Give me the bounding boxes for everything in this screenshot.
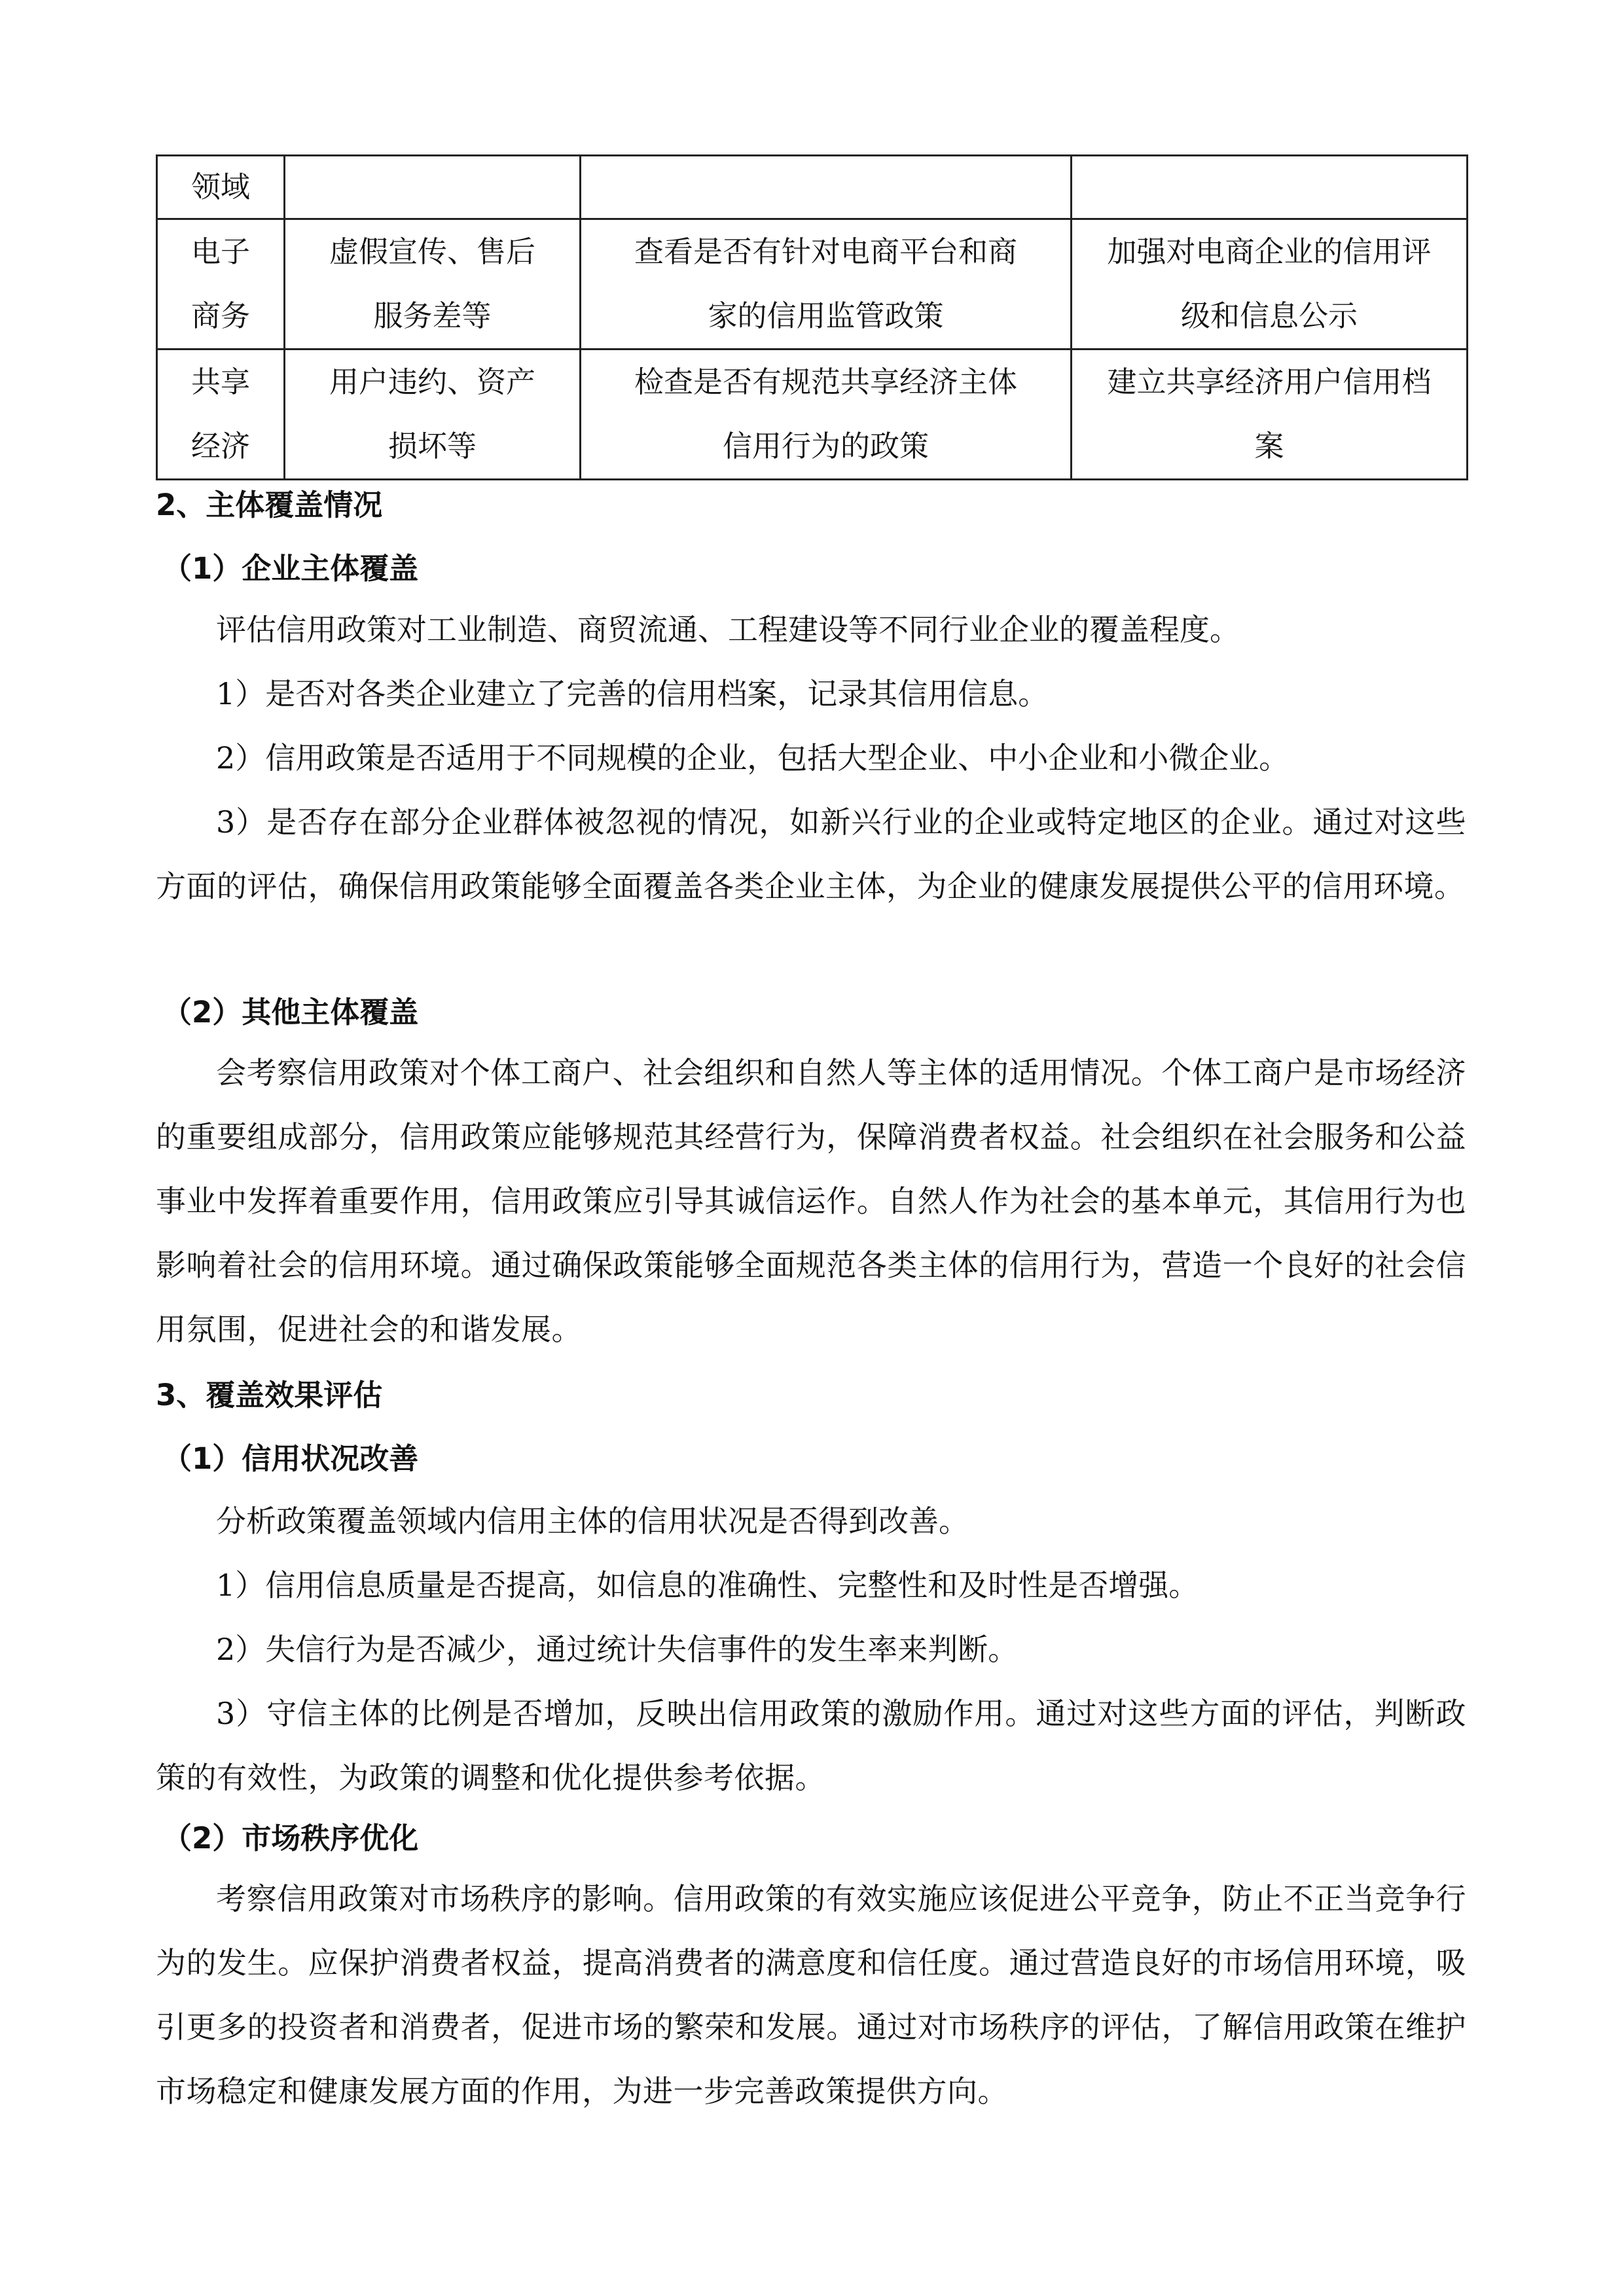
list-item: 1）是否对各类企业建立了完善的信用档案，记录其信用信息。 <box>216 676 1049 711</box>
list-item: 2）失信行为是否减少，通过统计失信事件的发生率来判断。 <box>216 1632 1019 1667</box>
table-cell <box>581 156 1072 219</box>
list-item: 3）是否存在部分企业群体被忽视的情况，如新兴行业的企业或特定地区的企业。通过对这些方面的评估，确保信用政策能够全面覆盖各类企业主体，为企业的健康发展提供公平的信用环境。 <box>156 804 1466 904</box>
table-cell: 领域 <box>157 156 285 219</box>
table-row <box>157 156 1468 219</box>
table-row <box>157 219 1468 350</box>
table-cell: 查看是否有针对电商平台和商 家的信用监管政策 <box>581 219 1072 350</box>
table-cell: 虚假宣传、售后 服务差等 <box>285 219 581 350</box>
paragraph: 会考察信用政策对个体工商户、社会组织和自然人等主体的适用情况。个体工商户是市场经济的重要组成部分，信用政策应能够规范其经营行为，保障消费者权益。社会组织在社会服务和公益事业中发挥着重要作用，信用政策应引导其诚信运作。自然人作为社会的基本单元，其信用行为也影响着社会的信用环境。通过确保政策能够全面规范各类主体的信用行为，营造一个良好的社会信用氛围，促进社会的和谐发展。 <box>156 1055 1466 1347</box>
table-cell: 电子 商务 <box>157 219 285 350</box>
subsection-heading: （1）信用状况改善 <box>162 1441 419 1476</box>
table-cell: 共享 经济 <box>157 350 285 480</box>
list-item: 1）信用信息质量是否提高，如信息的准确性、完整性和及时性是否增强。 <box>216 1568 1199 1603</box>
table-cell: 用户违约、资产 损坏等 <box>285 350 581 480</box>
subsection-heading: （2）其他主体覆盖 <box>162 995 419 1030</box>
section-heading: 2、主体覆盖情况 <box>156 488 383 522</box>
paragraph: 分析政策覆盖领域内信用主体的信用状况是否得到改善。 <box>216 1503 969 1539</box>
table-row <box>157 350 1468 480</box>
table-cell <box>285 156 581 219</box>
table-cell <box>1072 156 1468 219</box>
list-item: 2）信用政策是否适用于不同规模的企业，包括大型企业、中小企业和小微企业。 <box>216 740 1290 776</box>
table-cell: 加强对电商企业的信用评 级和信息公示 <box>1072 219 1468 350</box>
policy-coverage-table <box>156 154 1468 480</box>
paragraph: 考察信用政策对市场秩序的影响。信用政策的有效实施应该促进公平竞争，防止不正当竞争行为的发生。应保护消费者权益，提高消费者的满意度和信任度。通过营造良好的市场信用环境，吸引更多的投资者和消费者，促进市场的繁荣和发展。通过对市场秩序的评估，了解信用政策在维护市场稳定和健康发展方面的作用，为进一步完善政策提供方向。 <box>156 1881 1466 2109</box>
subsection-heading: （2）市场秩序优化 <box>162 1821 419 1856</box>
table-cell: 建立共享经济用户信用档 案 <box>1072 350 1468 480</box>
table-cell: 检查是否有规范共享经济主体 信用行为的政策 <box>581 350 1072 480</box>
section-heading: 3、覆盖效果评估 <box>156 1378 383 1412</box>
subsection-heading: （1）企业主体覆盖 <box>162 551 419 586</box>
paragraph: 评估信用政策对工业制造、商贸流通、工程建设等不同行业企业的覆盖程度。 <box>216 612 1240 647</box>
list-item: 3）守信主体的比例是否增加，反映出信用政策的激励作用。通过对这些方面的评估，判断政策的有效性，为政策的调整和优化提供参考依据。 <box>156 1696 1466 1795</box>
